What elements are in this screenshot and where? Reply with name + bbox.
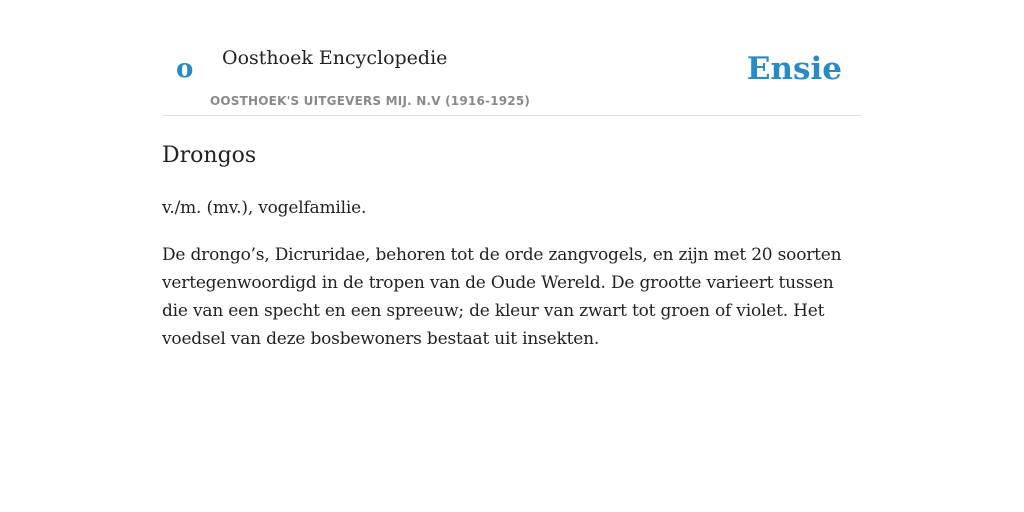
- entry-description: De drongo’s, Dicruridae, behoren tot de orde zangvogels, en zijn met 20 soorten vertegenwoordigd in de tropen van de Oude Wereld. De grootte varieert tussen die van een specht en een spreeuw; de kleur van zwart tot groen of violet. Het voedsel van deze bosbewoners bestaat uit insekten.: [162, 245, 842, 349]
- site-header: [162, 0, 862, 116]
- ensie-brand-link[interactable]: Ensie: [746, 51, 842, 87]
- entry-title: Drongos: [162, 143, 257, 168]
- page-container: [162, 0, 862, 353]
- encyclopedia-title-link[interactable]: Oosthoek Encyclopedie: [222, 47, 448, 69]
- publisher-subtitle: OOSTHOEK'S UITGEVERS MIJ. N.V (1916-1925): [210, 94, 531, 108]
- encyclopedia-logo[interactable]: o: [176, 54, 194, 84]
- entry-definition: v./m. (mv.), vogelfamilie.: [162, 198, 367, 218]
